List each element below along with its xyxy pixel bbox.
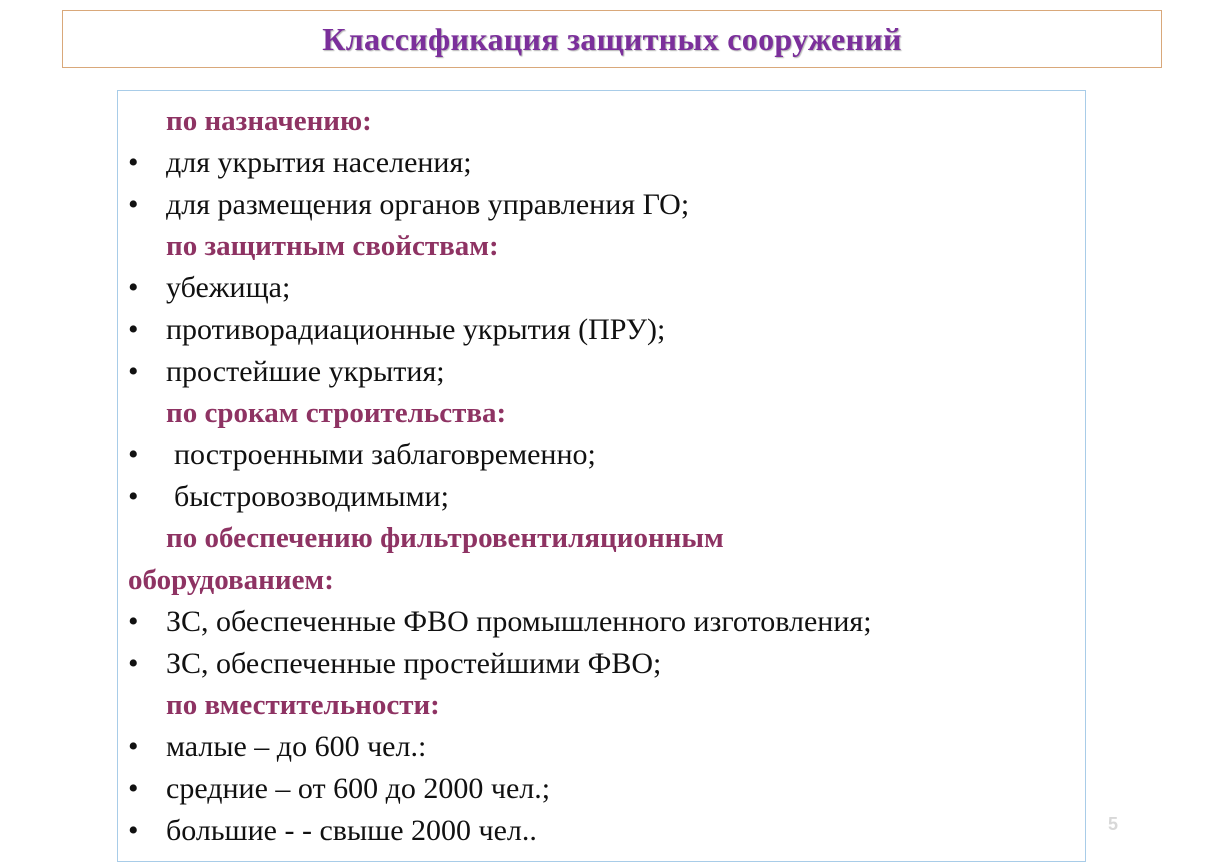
slide-title: Классификация защитных сооружений	[322, 20, 902, 57]
bullet-icon: •	[128, 647, 139, 680]
bullet-icon: •	[128, 605, 139, 638]
slide-number: 5	[1108, 814, 1119, 834]
bullet-icon: •	[128, 438, 139, 471]
content-box: по назначению: • для укрытия населения; • для размещения органов управления ГО; по защитным свойствам: • убежища; • противорадиационные укрытия (ПРУ); • простейшие укрытия; по срокам строительства: • построенными заблаговременно; • быстровозводимыми; по обеспечению фильтровентиляционным оборудованием: • ЗС, обеспеченные ФВО промышленного изготовления; • ЗС, обеспеченные простейшими ФВО; по вместительности: • малые – до 600 чел.: • средние – от 600 до 2000 чел.; • большие - - свыше 2000 чел..	[117, 90, 1086, 862]
bullet-icon: •	[128, 313, 139, 346]
bullet-icon: •	[128, 271, 139, 304]
bullet-icon: •	[128, 730, 139, 763]
section-heading-ventilation-cont: оборудованием:	[128, 564, 334, 596]
bullet-icon: •	[128, 480, 139, 513]
bullet-icon: •	[128, 188, 139, 221]
bullet-icon: •	[128, 814, 139, 847]
title-box	[62, 10, 1162, 68]
bullet-icon: •	[128, 146, 139, 179]
bullet-icon: •	[128, 772, 139, 805]
bullet-icon: •	[128, 355, 139, 388]
